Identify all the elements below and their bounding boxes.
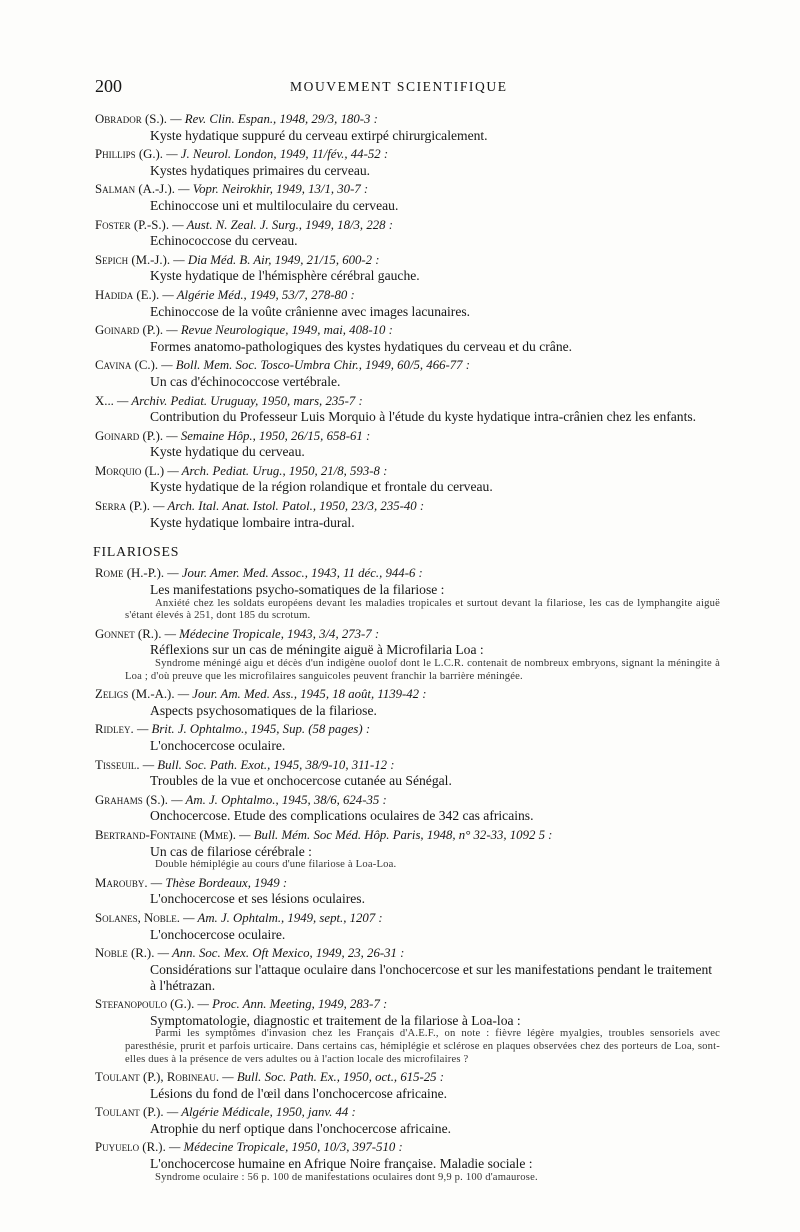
reference-citation bbox=[95, 323, 720, 339]
reference-author: Zeligs (M.-A.). bbox=[95, 687, 175, 702]
reference-source: — Archiv. Pediat. Uruguay, 1950, mars, 235-7 : bbox=[117, 393, 363, 408]
reference-entry bbox=[95, 793, 720, 824]
reference-title: Onchocercose. Etude des complications oculaires de 342 cas africains. bbox=[150, 808, 534, 824]
reference-citation bbox=[95, 358, 720, 374]
reference-citation bbox=[95, 997, 720, 1013]
bibliography bbox=[95, 112, 720, 1188]
reference-source: — Bull. Soc. Path. Exot., 1945, 38/9-10, 311-12 : bbox=[142, 757, 395, 772]
reference-source: — J. Neurol. London, 1949, 11/fév., 44-52 : bbox=[166, 147, 389, 162]
reference-source: — Vopr. Neirokhir, 1949, 13/1, 30-7 : bbox=[178, 182, 369, 197]
reference-title: Symptomatologie, diagnostic et traitement de la filariose à Loa-loa : bbox=[150, 1012, 521, 1028]
reference-author: Tisseuil. bbox=[95, 757, 140, 772]
reference-author: Toulant (P.). bbox=[95, 1105, 164, 1120]
reference-source: — Arch. Ital. Anat. Istol. Patol., 1950, 23/3, 235-40 : bbox=[153, 499, 425, 514]
reference-author: Bertrand-Fontaine (Mme). bbox=[95, 827, 236, 842]
reference-author: Sepich (M.-J.). bbox=[95, 252, 171, 267]
reference-abstract: Syndrome méningé aigu et décès d'un indigène ouolof dont le L.C.R. contenait de nombreux embryons, signant la méningite à Loa ; d'où preuve que les microfilaires sanguicoles peuvent franchir la barrière méningée. bbox=[125, 658, 720, 682]
reference-citation bbox=[95, 758, 720, 774]
reference-entry bbox=[95, 1140, 720, 1184]
reference-citation bbox=[95, 112, 720, 128]
reference-source: — Revue Neurologique, 1949, mai, 408-10 : bbox=[166, 323, 393, 338]
reference-citation bbox=[95, 627, 720, 643]
reference-source: — Ann. Soc. Mex. Oft Mexico, 1949, 23, 26-31 : bbox=[157, 946, 405, 961]
page-header bbox=[95, 76, 715, 98]
reference-citation bbox=[95, 566, 720, 582]
reference-entry bbox=[95, 429, 720, 460]
reference-entry bbox=[95, 758, 720, 789]
reference-citation bbox=[95, 147, 720, 163]
reference-citation bbox=[95, 288, 720, 304]
reference-source: — Jour. Am. Med. Ass., 1945, 18 août, 1139-42 : bbox=[177, 687, 427, 702]
reference-entry bbox=[95, 499, 720, 530]
reference-entry bbox=[95, 218, 720, 249]
reference-author: Gonnet (R.). bbox=[95, 626, 162, 641]
reference-title: Echinococcose du cerveau. bbox=[150, 233, 298, 249]
reference-source: — Jour. Amer. Med. Assoc., 1943, 11 déc., 944-6 : bbox=[167, 566, 423, 581]
reference-entry bbox=[95, 253, 720, 284]
reference-title: Kyste hydatique suppuré du cerveau extirpé chirurgicalement. bbox=[150, 127, 488, 143]
reference-citation bbox=[95, 722, 720, 738]
reference-entry bbox=[95, 358, 720, 389]
reference-author: Goinard (P.). bbox=[95, 428, 164, 443]
reference-title: L'onchocercose oculaire. bbox=[150, 926, 286, 942]
reference-source: — Dia Méd. B. Air, 1949, 21/15, 600-2 : bbox=[173, 252, 380, 267]
reference-title: Kyste hydatique du cerveau. bbox=[150, 444, 305, 460]
reference-author: Solanes, Noble. bbox=[95, 910, 180, 925]
reference-title: Lésions du fond de l'œil dans l'onchocercose africaine. bbox=[150, 1085, 448, 1101]
reference-entry bbox=[95, 182, 720, 213]
reference-title: Un cas d'échinococcose vertébrale. bbox=[150, 373, 341, 389]
reference-title: Kyste hydatique de l'hémisphère cérébral gauche. bbox=[150, 268, 420, 284]
reference-title: Kyste hydatique de la région rolandique et frontale du cerveau. bbox=[150, 479, 493, 495]
reference-citation bbox=[95, 429, 720, 445]
reference-citation bbox=[95, 1140, 720, 1156]
reference-source: — Semaine Hôp., 1950, 26/15, 658-61 : bbox=[166, 428, 371, 443]
reference-citation bbox=[95, 876, 720, 892]
reference-entry bbox=[95, 394, 720, 425]
reference-citation bbox=[95, 253, 720, 269]
reference-title: Kyste hydatique lombaire intra-dural. bbox=[150, 514, 355, 530]
reference-entry bbox=[95, 828, 720, 872]
reference-source: — Médecine Tropicale, 1943, 3/4, 273-7 : bbox=[164, 626, 380, 641]
reference-author: Grahams (S.). bbox=[95, 792, 168, 807]
reference-title: Formes anatomo-pathologiques des kystes hydatiques du cerveau et du crâne. bbox=[150, 338, 573, 354]
reference-author: Goinard (P.). bbox=[95, 323, 164, 338]
reference-abstract: Anxiété chez les soldats européens devant les maladies tropicales et surtout devant la filariose, les cas de lymphangite aiguë s'étant élevés à 251, dont 185 du scrotum. bbox=[125, 597, 720, 622]
reference-source: — Aust. N. Zeal. J. Surg., 1949, 18/3, 228 : bbox=[172, 217, 393, 232]
reference-citation bbox=[95, 182, 720, 198]
reference-citation bbox=[95, 394, 720, 410]
reference-author: Toulant (P.), Robineau. bbox=[95, 1070, 220, 1085]
reference-title: Troubles de la vue et onchocercose cutanée au Sénégal. bbox=[150, 773, 452, 789]
page-number: 200 bbox=[95, 76, 122, 96]
reference-source: — Am. J. Ophtalmo., 1945, 38/6, 624-35 : bbox=[171, 792, 387, 807]
reference-entry bbox=[95, 997, 720, 1066]
reference-source: — Arch. Pediat. Urug., 1950, 21/8, 593-8 : bbox=[167, 463, 388, 478]
reference-author: Marouby. bbox=[95, 875, 148, 890]
reference-source: — Algérie Médicale, 1950, janv. 44 : bbox=[166, 1105, 356, 1120]
reference-citation bbox=[95, 828, 720, 844]
reference-citation bbox=[95, 218, 720, 234]
reference-author: Foster (P.-S.). bbox=[95, 217, 170, 232]
reference-author: Rome (H.-P.). bbox=[95, 566, 165, 581]
reference-entry bbox=[95, 1105, 720, 1136]
reference-citation bbox=[95, 464, 720, 480]
reference-author: Phillips (G.). bbox=[95, 147, 163, 162]
reference-title: Les manifestations psycho-somatiques de la filariose : bbox=[150, 582, 445, 598]
reference-citation bbox=[95, 1070, 720, 1086]
reference-author: X... bbox=[95, 393, 114, 408]
reference-source: — Thèse Bordeaux, 1949 : bbox=[150, 875, 288, 890]
reference-entry bbox=[95, 627, 720, 684]
reference-entry bbox=[95, 1070, 720, 1101]
reference-entry bbox=[95, 946, 720, 993]
reference-citation bbox=[95, 946, 720, 962]
reference-source: — Rev. Clin. Espan., 1948, 29/3, 180-3 : bbox=[170, 112, 378, 126]
reference-source: — Bull. Soc. Path. Ex., 1950, oct., 615-25 : bbox=[222, 1070, 445, 1085]
reference-entry bbox=[95, 112, 720, 143]
reference-title: Kystes hydatiques primaires du cerveau. bbox=[150, 162, 371, 178]
reference-source: — Algérie Méd., 1949, 53/7, 278-80 : bbox=[162, 287, 355, 302]
reference-title: L'onchocercose humaine en Afrique Noire française. Maladie sociale : bbox=[150, 1156, 533, 1172]
reference-entry bbox=[95, 464, 720, 495]
reference-entry bbox=[95, 288, 720, 319]
reference-title: L'onchocercose et ses lésions oculaires. bbox=[150, 891, 365, 907]
reference-title: Contribution du Professeur Luis Morquio à l'étude du kyste hydatique intra-crânien chez les enfants. bbox=[150, 409, 697, 425]
reference-author: Salman (A.-J.). bbox=[95, 182, 175, 197]
reference-title: Un cas de filariose cérébrale : bbox=[150, 843, 312, 859]
reference-author: Noble (R.). bbox=[95, 946, 155, 961]
reference-citation bbox=[95, 1105, 720, 1121]
reference-title: Echinoccose de la voûte crânienne avec images lacunaires. bbox=[150, 303, 471, 319]
filariasis-references bbox=[95, 566, 720, 1184]
reference-author: Puyuelo (R.). bbox=[95, 1140, 166, 1155]
reference-entry bbox=[95, 687, 720, 718]
reference-abstract: Double hémiplégie au cours d'une filariose à Loa-Loa. bbox=[155, 859, 397, 871]
reference-title: Considérations sur l'attaque oculaire dans l'onchocercose et sur les manifestations pendant le traitement à l'hétrazan. bbox=[150, 961, 713, 993]
hydatid-references bbox=[95, 112, 720, 530]
reference-entry bbox=[95, 722, 720, 753]
reference-citation bbox=[95, 911, 720, 927]
reference-title: Echinoccose uni et multiloculaire du cerveau. bbox=[150, 197, 399, 213]
reference-entry bbox=[95, 911, 720, 942]
reference-citation bbox=[95, 499, 720, 515]
reference-author: Stefanopoulo (G.). bbox=[95, 997, 195, 1012]
reference-title: Aspects psychosomatiques de la filariose. bbox=[150, 702, 377, 718]
section-heading: FILARIOSES bbox=[93, 544, 180, 560]
reference-author: Cavina (C.). bbox=[95, 358, 159, 373]
reference-author: Morquio (L.) bbox=[95, 463, 165, 478]
reference-abstract: Syndrome oculaire : 56 p. 100 de manifestations oculaires dont 9,9 p. 100 d'amaurose. bbox=[155, 1171, 538, 1183]
reference-citation bbox=[95, 687, 720, 703]
reference-abstract: Parmi les symptômes d'invasion chez les Français d'A.E.F., on note : fièvre légère myalgies, troubles sensoriels avec paresthésie, prurit et parfois urticaire. Dans certains cas, hémiplégie et sclérose en plaques observées chez des porteurs de Loa, sont-elles dues à la présence de vers adultes ou à l'action locale des microfilaires ? bbox=[125, 1028, 720, 1065]
running-title: MOUVEMENT SCIENTIFIQUE bbox=[290, 79, 508, 94]
reference-author: Serra (P.). bbox=[95, 499, 150, 514]
reference-source: — Boll. Mem. Soc. Tosco-Umbra Chir., 1949, 60/5, 466-77 : bbox=[161, 358, 471, 373]
reference-source: — Bull. Mém. Soc Méd. Hôp. Paris, 1948, n° 32-33, 1092 5 : bbox=[239, 827, 553, 842]
reference-author: Obrador (S.). bbox=[95, 112, 167, 126]
reference-citation bbox=[95, 793, 720, 809]
reference-title: Atrophie du nerf optique dans l'onchocercose africaine. bbox=[150, 1120, 452, 1136]
reference-entry bbox=[95, 147, 720, 178]
reference-source: — Brit. J. Ophtalmo., 1945, Sup. (58 pages) : bbox=[136, 722, 371, 737]
reference-source: — Proc. Ann. Meeting, 1949, 283-7 : bbox=[197, 997, 388, 1012]
reference-source: — Médecine Tropicale, 1950, 10/3, 397-510 : bbox=[168, 1140, 403, 1155]
reference-title: Réflexions sur un cas de méningite aiguë à Microfilaria Loa : bbox=[150, 642, 484, 658]
reference-entry bbox=[95, 876, 720, 907]
reference-author: Ridley. bbox=[95, 722, 134, 737]
reference-author: Hadida (E.). bbox=[95, 287, 160, 302]
reference-entry bbox=[95, 323, 720, 354]
reference-entry bbox=[95, 566, 720, 623]
reference-source: — Am. J. Ophtalm., 1949, sept., 1207 : bbox=[183, 910, 383, 925]
reference-title: L'onchocercose oculaire. bbox=[150, 737, 286, 753]
